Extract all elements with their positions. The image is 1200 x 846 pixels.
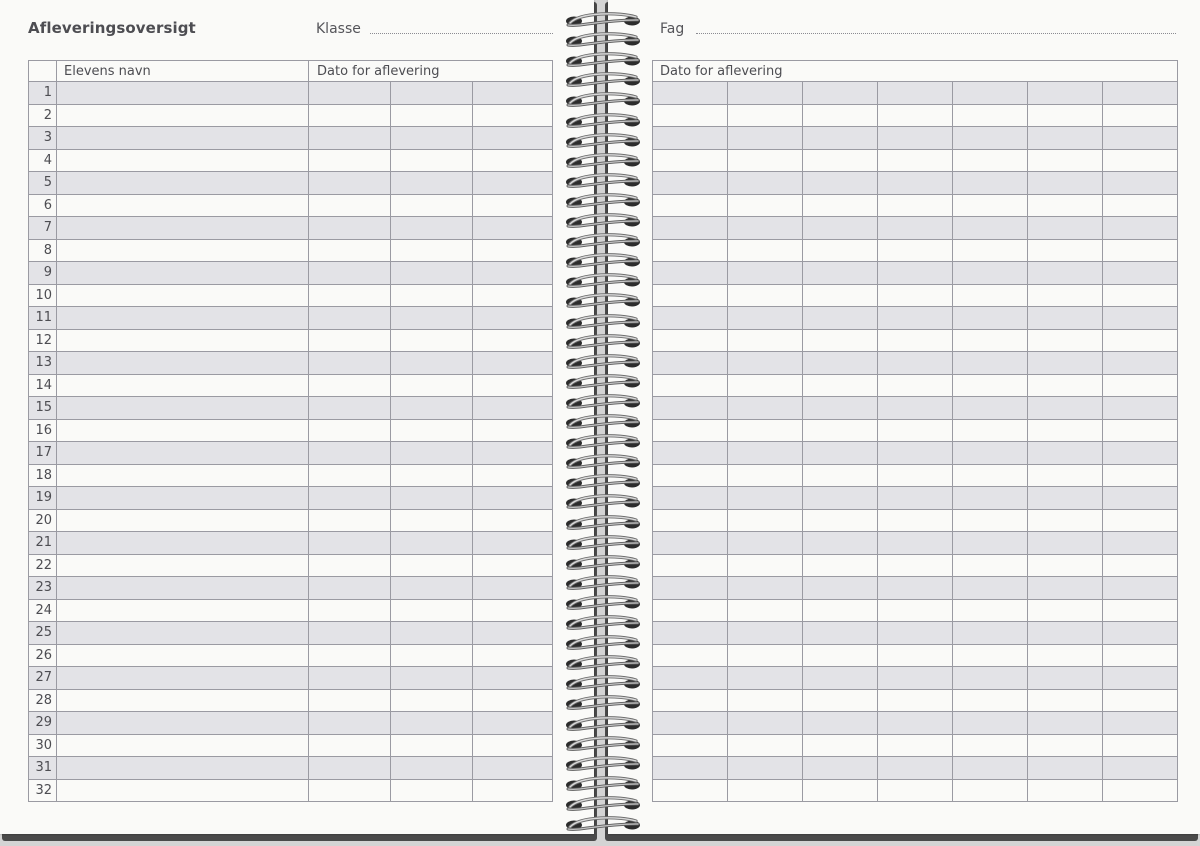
row-number: 13 — [35, 355, 52, 370]
date-table — [652, 60, 1178, 804]
left-page — [0, 0, 594, 834]
date-column-header: Dato for aflevering — [660, 64, 783, 79]
spiral-coil — [560, 513, 648, 533]
spiral-coil — [560, 814, 648, 834]
spiral-coil — [560, 332, 648, 352]
row-number: 17 — [35, 445, 52, 460]
spiral-coil — [560, 432, 648, 452]
row-number: 5 — [43, 175, 52, 190]
student-table — [28, 60, 553, 804]
spiral-coil — [560, 291, 648, 311]
page-title: Afleveringsoversigt — [28, 19, 196, 37]
row-number: 31 — [35, 760, 52, 775]
row-number: 22 — [35, 557, 52, 573]
row-number: 19 — [35, 490, 52, 505]
spiral-binding — [560, 0, 648, 846]
spiral-coil — [560, 131, 648, 151]
row-number: 21 — [35, 535, 52, 550]
spiral-coil — [560, 472, 648, 492]
table-frame — [28, 60, 553, 802]
row-number: 14 — [35, 377, 52, 393]
row-number: 1 — [43, 85, 52, 100]
spiral-coil — [560, 774, 648, 794]
class-label: Klasse — [316, 21, 361, 37]
spiral-coil — [560, 70, 648, 90]
spiral-coil — [560, 452, 648, 472]
spiral-coil — [560, 90, 648, 110]
spiral-coil — [560, 734, 648, 754]
row-number: 11 — [35, 310, 52, 325]
spiral-coil — [560, 231, 648, 251]
spiral-coil — [560, 412, 648, 432]
spiral-coil — [560, 30, 648, 50]
right-page — [608, 0, 1200, 834]
row-number: 28 — [35, 692, 52, 708]
row-number: 25 — [35, 625, 52, 640]
spiral-coil — [560, 191, 648, 211]
spiral-coil — [560, 10, 648, 30]
row-number: 10 — [35, 287, 52, 303]
spiral-coil — [560, 593, 648, 613]
row-number: 9 — [43, 265, 52, 280]
spiral-coil — [560, 714, 648, 734]
spiral-coil — [560, 372, 648, 392]
row-number: 18 — [35, 467, 52, 483]
table-frame — [652, 60, 1178, 802]
spiral-coil — [560, 151, 648, 171]
row-number: 7 — [43, 220, 52, 235]
spiral-coil — [560, 171, 648, 191]
row-number: 24 — [35, 602, 52, 618]
spiral-coil — [560, 492, 648, 512]
row-number: 4 — [43, 152, 52, 168]
row-number: 32 — [35, 782, 52, 798]
date-column-header: Dato for aflevering — [317, 64, 440, 79]
spiral-coil — [560, 251, 648, 271]
row-number: 16 — [35, 422, 52, 438]
row-number: 15 — [35, 400, 52, 415]
row-number: 29 — [35, 715, 52, 730]
spiral-coil — [560, 553, 648, 573]
spiral-coil — [560, 673, 648, 693]
spiral-coil — [560, 573, 648, 593]
row-number: 12 — [35, 332, 52, 348]
row-number: 26 — [35, 647, 52, 663]
name-column-header: Elevens navn — [64, 64, 151, 79]
spiral-coil — [560, 352, 648, 372]
row-number: 23 — [35, 580, 52, 595]
row-number: 20 — [35, 512, 52, 528]
spiral-coil — [560, 794, 648, 814]
subject-input-line[interactable] — [696, 33, 1176, 34]
spiral-coil — [560, 633, 648, 653]
spiral-coil — [560, 271, 648, 291]
row-number: 8 — [43, 242, 52, 258]
spiral-coil — [560, 392, 648, 412]
spiral-coil — [560, 50, 648, 70]
row-number: 3 — [43, 130, 52, 145]
spiral-coil — [560, 613, 648, 633]
spiral-coil — [560, 693, 648, 713]
spiral-coil — [560, 754, 648, 774]
class-input-line[interactable] — [370, 33, 553, 34]
subject-label: Fag — [660, 21, 685, 37]
spiral-coil — [560, 533, 648, 553]
spiral-coil — [560, 111, 648, 131]
spiral-coil — [560, 312, 648, 332]
row-number: 30 — [35, 737, 52, 753]
spiral-coil — [560, 653, 648, 673]
spiral-coil — [560, 211, 648, 231]
row-number: 27 — [35, 670, 52, 685]
row-number: 2 — [43, 107, 52, 123]
row-number: 6 — [43, 197, 52, 213]
